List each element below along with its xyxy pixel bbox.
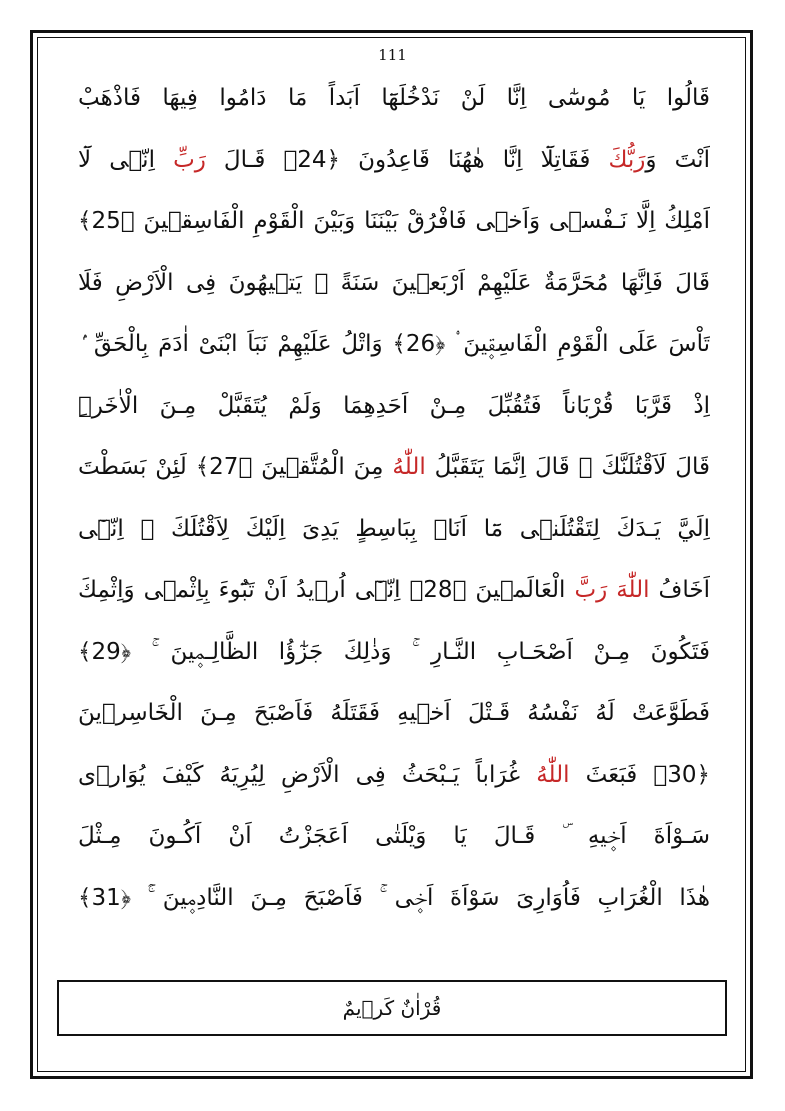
page-number: 111 <box>378 46 407 64</box>
verse-text: سَـوْاَةَ اَخ۪يهِ ۜ قَـالَ يَا وَيْلَتٰى اَعَجَزْتُ اَنْ اَكُـونَ مِـثْلَ <box>78 823 710 849</box>
text-line <box>78 683 710 745</box>
text-line <box>78 499 710 561</box>
verse-text: فَقَاتِلَٓا اِنَّا هٰهُنَا قَاعِدُونَ ﴿24﴾ قَـالَ <box>205 146 609 173</box>
text-line <box>78 376 710 438</box>
verse-text: اَخَافُ <box>649 577 710 603</box>
verse-text: قَالَ فَاِنَّهَا مُحَرَّمَةٌ عَلَيْهِمْ اَرْبَع۪ينَ سَنَةً ۚ يَت۪يهُونَ فِى الْاَرْضِ فَلَا <box>78 269 710 296</box>
text-line <box>78 191 710 253</box>
verse-text: اِلَيَّ يَـدَكَ لِتَقْتُلَن۪ى مَٓا اَنَا۬ بِبَاسِطٍ يَدِىَ اِلَيْكَ لِاَقْتُلَكَ ۚ اِنّ۪ٓى <box>78 515 710 542</box>
verse-text: فَتَكُونَ مِـنْ اَصْحَـابِ النَّـارِ ۚ وَذٰلِكَ جَزٰٓؤُا الظَّالِـم۪ينَ ۚ ﴿29﴾ <box>78 638 710 665</box>
verse-text: اِنّ۪ى لَٓا <box>78 146 174 173</box>
text-line <box>78 868 710 930</box>
text-line <box>78 130 710 192</box>
text-line <box>78 560 710 622</box>
verse-text: فَطَوَّعَتْ لَهُ نَفْسُهُ قَـتْلَ اَخ۪يهِ فَقَتَلَهُ فَاَصْبَحَ مِـنَ الْخَاسِر۪ينَ <box>78 700 710 726</box>
divine-name-text: اللّٰهَ رَبَّ <box>574 577 650 603</box>
verse-text: تَاْسَ عَلَى الْقَوْمِ الْفَاسِق۪ينَ ۟ ﴿26﴾ وَاتْلُ عَلَيْهِمْ نَبَاَ ابْنَىْ اٰدَمَ بِالْحَقِّ ۢ <box>78 331 710 357</box>
text-line <box>78 314 710 376</box>
text-line <box>78 806 710 868</box>
divine-name-text: اللّٰهُ <box>536 761 570 788</box>
quran-text-block <box>78 68 710 929</box>
verse-text: قَالُوا يَا مُوسٰٓى اِنَّا لَنْ نَدْخُلَهَٓا اَبَداً مَا دَامُوا فِيهَا فَاذْهَبْ <box>78 85 710 111</box>
divine-name-text: رَبِّ <box>173 146 206 173</box>
text-line <box>78 68 710 130</box>
divine-name-text: اللّٰهُ <box>392 454 426 480</box>
verse-text: مِنَ الْمُتَّق۪ينَ ﴿27﴾ لَئِنْ بَسَطْتَ <box>78 454 393 480</box>
verse-text: ﴿30﴾ فَبَعَثَ <box>569 761 710 788</box>
verse-text: اِذْ قَرَّبَا قُرْبَاناً فَتُقُبِّلَ مِـنْ اَحَدِهِمَا وَلَمْ يُتَقَبَّلْ مِـنَ الْاٰخَرِۜ <box>78 392 710 419</box>
text-line <box>78 622 710 684</box>
verse-text: غُرَاباً يَـبْحَثُ فِى الْاَرْضِ لِيُرِيَهُ كَيْفَ يُوَار۪ى <box>78 761 537 788</box>
text-line <box>78 745 710 807</box>
verse-text: اَمْلِكُ اِلَّا نَـفْسٖى وَاَخ۪ى فَافْرُقْ بَيْنَنَا وَبَيْنَ الْقَوْمِ الْفَاسِق۪ينَ ﴿25﴾ <box>78 208 710 234</box>
footer-title: قُرْاٰنٌ كَر۪يمٌ <box>57 980 727 1036</box>
verse-text: هٰذَا الْغُرَابِ فَاُوَارِىَ سَوْاَةَ اَخ۪ى ۚ فَاَصْبَحَ مِـنَ النَّادِم۪ينَ ۚۛ ﴿31﴾ <box>78 884 710 911</box>
verse-text: اَنْتَ وَ <box>645 146 710 173</box>
text-line <box>78 253 710 315</box>
verse-text: قَالَ لَاَقْتُلَنَّكَ ۜ قَالَ اِنَّمَا يَتَقَبَّلُ <box>425 454 710 480</box>
divine-name-text: رَبُّكَ <box>608 146 646 173</box>
text-line <box>78 437 710 499</box>
verse-text: الْعَالَم۪ينَ ﴿28﴾ اِنّ۪ٓى اُر۪يدُ اَنْ تَبُٓوءَ بِاِثْم۪ى وَاِثْمِكَ <box>78 577 575 603</box>
